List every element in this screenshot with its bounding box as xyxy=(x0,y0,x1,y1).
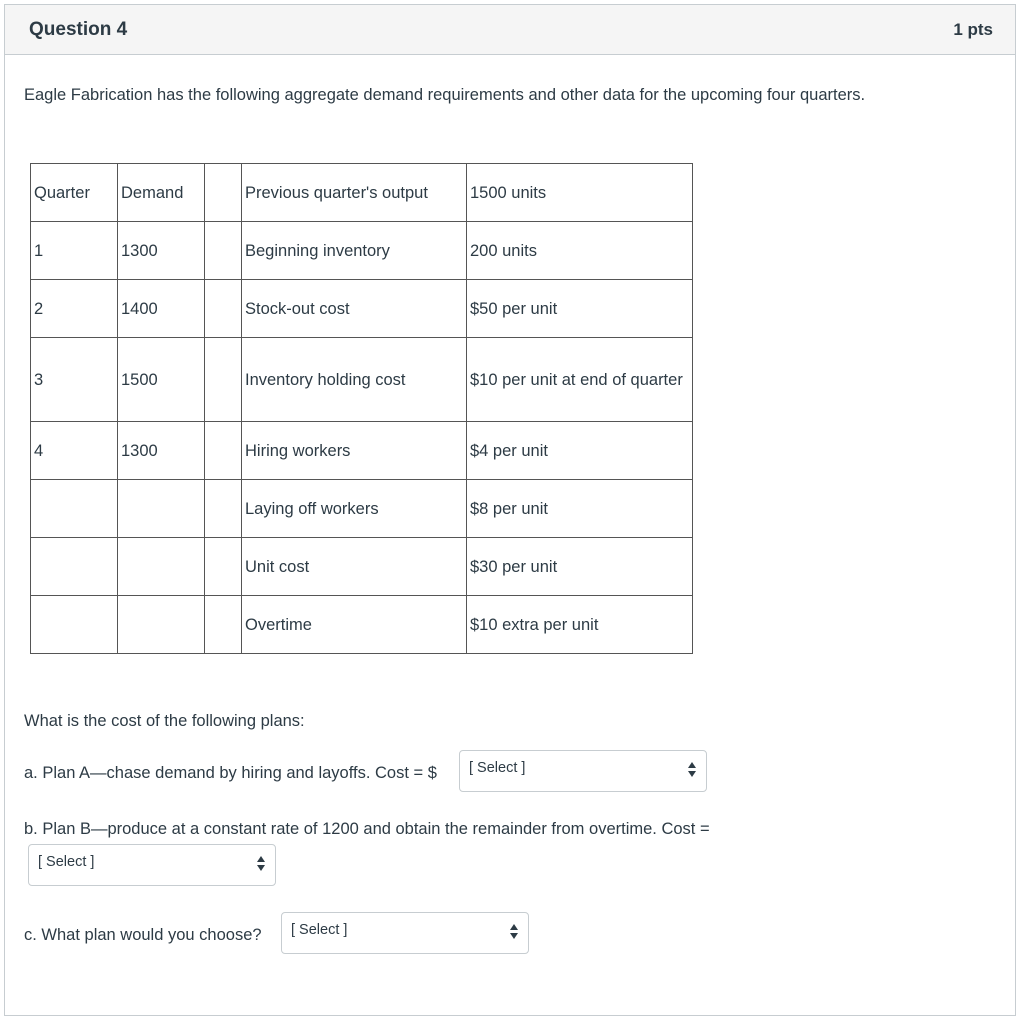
table-cell xyxy=(205,596,242,654)
table-cell: 1500 xyxy=(118,338,205,422)
part-c-select-value: [ Select ] xyxy=(291,922,348,938)
table-cell: 3 xyxy=(31,338,118,422)
part-c-text: c. What plan would you choose? xyxy=(24,926,262,944)
table-row xyxy=(31,222,693,280)
table-cell xyxy=(31,596,118,654)
table-row xyxy=(31,596,693,654)
table-cell: 1 xyxy=(31,222,118,280)
table-cell: 1300 xyxy=(118,222,205,280)
table-cell: Previous quarter's output xyxy=(242,164,467,222)
table-cell: $4 per unit xyxy=(467,422,693,480)
table-cell xyxy=(31,538,118,596)
table-cell: 1400 xyxy=(118,280,205,338)
part-a-select-value: [ Select ] xyxy=(469,760,526,776)
table-cell xyxy=(205,480,242,538)
table-cell xyxy=(205,280,242,338)
table-cell: 2 xyxy=(31,280,118,338)
table-row xyxy=(31,280,693,338)
part-c-select[interactable] xyxy=(281,912,529,954)
question-points: 1 pts xyxy=(953,19,993,39)
table-row xyxy=(31,480,693,538)
table-row xyxy=(31,164,693,222)
table-cell: Quarter xyxy=(31,164,118,222)
table-cell: $8 per unit xyxy=(467,480,693,538)
table-cell xyxy=(205,538,242,596)
table-row xyxy=(31,422,693,480)
part-b-select[interactable] xyxy=(28,844,276,886)
part-a-select[interactable] xyxy=(459,750,707,792)
table-cell: Inventory holding cost xyxy=(242,338,467,422)
select-arrows-icon xyxy=(688,761,698,779)
table-cell: 200 units xyxy=(467,222,693,280)
question-title: Question 4 xyxy=(29,18,128,40)
data-table xyxy=(30,163,693,654)
table-cell xyxy=(205,338,242,422)
part-b-select-value: [ Select ] xyxy=(38,854,95,870)
select-arrows-icon xyxy=(510,923,520,941)
question-intro: Eagle Fabrication has the following aggregate demand requirements and other data for the upcoming four quarters. xyxy=(24,86,866,104)
table-row xyxy=(31,338,693,422)
select-arrows-icon xyxy=(257,855,267,873)
table-cell: Beginning inventory xyxy=(242,222,467,280)
table-cell: Demand xyxy=(118,164,205,222)
part-a-text: a. Plan A—chase demand by hiring and layoffs. Cost = $ xyxy=(24,764,437,782)
table-cell xyxy=(205,164,242,222)
table-cell: Laying off workers xyxy=(242,480,467,538)
prompt-text: What is the cost of the following plans: xyxy=(24,712,305,730)
table-cell xyxy=(205,222,242,280)
table-cell xyxy=(118,596,205,654)
table-cell: $50 per unit xyxy=(467,280,693,338)
table-row xyxy=(31,538,693,596)
table-cell: $10 per unit at end of quarter xyxy=(467,338,693,422)
table-cell: Unit cost xyxy=(242,538,467,596)
table-cell: 1500 units xyxy=(467,164,693,222)
table-cell xyxy=(205,422,242,480)
table-cell: Overtime xyxy=(242,596,467,654)
table-cell: Hiring workers xyxy=(242,422,467,480)
part-b-text: b. Plan B—produce at a constant rate of 1200 and obtain the remainder from overtime. Cost = xyxy=(24,820,710,838)
table-cell: $30 per unit xyxy=(467,538,693,596)
table-cell: Stock-out cost xyxy=(242,280,467,338)
question-header xyxy=(5,5,1015,55)
table-cell: 4 xyxy=(31,422,118,480)
table-cell xyxy=(118,538,205,596)
table-cell xyxy=(118,480,205,538)
table-cell xyxy=(31,480,118,538)
table-cell: 1300 xyxy=(118,422,205,480)
table-cell: $10 extra per unit xyxy=(467,596,693,654)
